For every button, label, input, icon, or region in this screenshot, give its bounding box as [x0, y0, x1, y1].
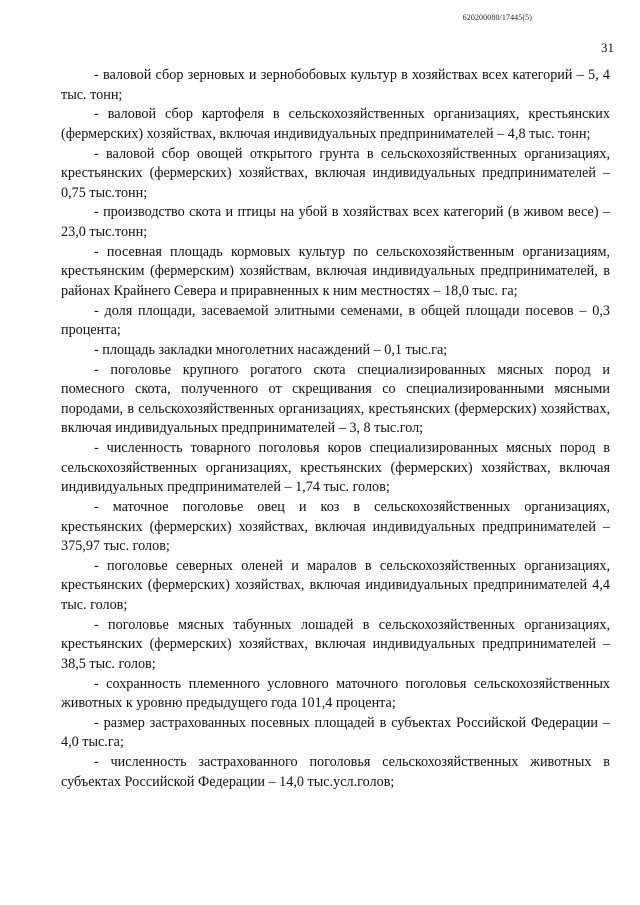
list-item-insured-livestock: - численность застрахованного поголовья сельскохозяйственных животных в субъектах Российской Федерации – 14,0 тыс.усл.голов;	[61, 754, 610, 790]
list-item-forage-area: - посевная площадь кормовых культур по сельскохозяйственным организациям, крестьянским (фермерским) хозяйствам, включая индивидуальных предпринимателей, в районах Крайнего Севера и приравненных к ним местностях – 18,0 тыс. га;	[61, 243, 610, 299]
list-item-perennial-plantings: - площадь закладки многолетних насаждений – 0,1 тыс.га;	[94, 341, 448, 358]
list-item-breeding-stock: - сохранность племенного условного маточного поголовья сельскохозяйственных животных к уровню предыдущего года 101,4 процента;	[61, 675, 610, 712]
list-item-beef-cattle: - поголовье крупного рогатого скота специализированных мясных пород и помесного скота, полученного от скрещивания со специализированными мясными породами, в сельскохозяйственных организациях, крестьянских (фермерских) хозяйствах, включая индивидуальных предпринимателей – 3, 8 тыс.гол;	[61, 361, 610, 437]
document-code: 620200080/17445(5)	[462, 13, 532, 22]
list-item-vegetable-harvest: - валовой сбор овощей открытого грунта в сельскохозяйственных организациях, крестьянских (фермерских) хозяйствах, включая индивидуальных предпринимателей – 0,75 тыс.тонн;	[61, 145, 610, 201]
list-item-livestock-production: - производство скота и птицы на убой в хозяйствах всех категорий (в живом весе) – 23,0 тыс.тонн;	[61, 204, 610, 241]
list-item-elite-seeds-share: - доля площади, засеваемой элитными семенами, в общей площади посевов – 0,3 процента;	[61, 302, 610, 339]
list-item-grain-harvest: - валовой сбор зерновых и зернобобовых культур в хозяйствах всех категорий – 5, 4 тыс. тонн;	[61, 67, 610, 103]
list-item-insured-crop-area: - размер застрахованных посевных площадей в субъектах Российской Федерации – 4,0 тыс.га;	[61, 714, 610, 751]
list-item-potato-harvest: - валовой сбор картофеля в сельскохозяйственных организациях, крестьянских (фермерских) хозяйствах, включая индивидуальных предпринимателей – 4,8 тыс. тонн;	[61, 106, 610, 142]
list-item-reindeer-marals: - поголовье северных оленей и маралов в сельскохозяйственных организациях, крестьянских (фермерских) хозяйствах, включая индивидуальных предпринимателей 4,4 тыс. голов;	[61, 557, 610, 613]
list-item-sheep-goats: - маточное поголовье овец и коз в сельскохозяйственных организациях, крестьянских (фермерских) хозяйствах, включая индивидуальных предпринимателей – 375,97 тыс. голов;	[61, 498, 610, 555]
list-item-horses: - поголовье мясных табунных лошадей в сельскохозяйственных организациях, крестьянских (фермерских) хозяйствах, включая индивидуальных предпринимателей – 38,5 тыс. голов;	[61, 616, 610, 672]
document-body	[61, 66, 610, 792]
list-item-beef-cows: - численность товарного поголовья коров специализированных мясных пород в сельскохозяйственных организациях, крестьянских (фермерских) хозяйствах, включая индивидуальных предпринимателей – 1,74 тыс. голов;	[61, 440, 610, 496]
page-number: 31	[601, 40, 614, 55]
